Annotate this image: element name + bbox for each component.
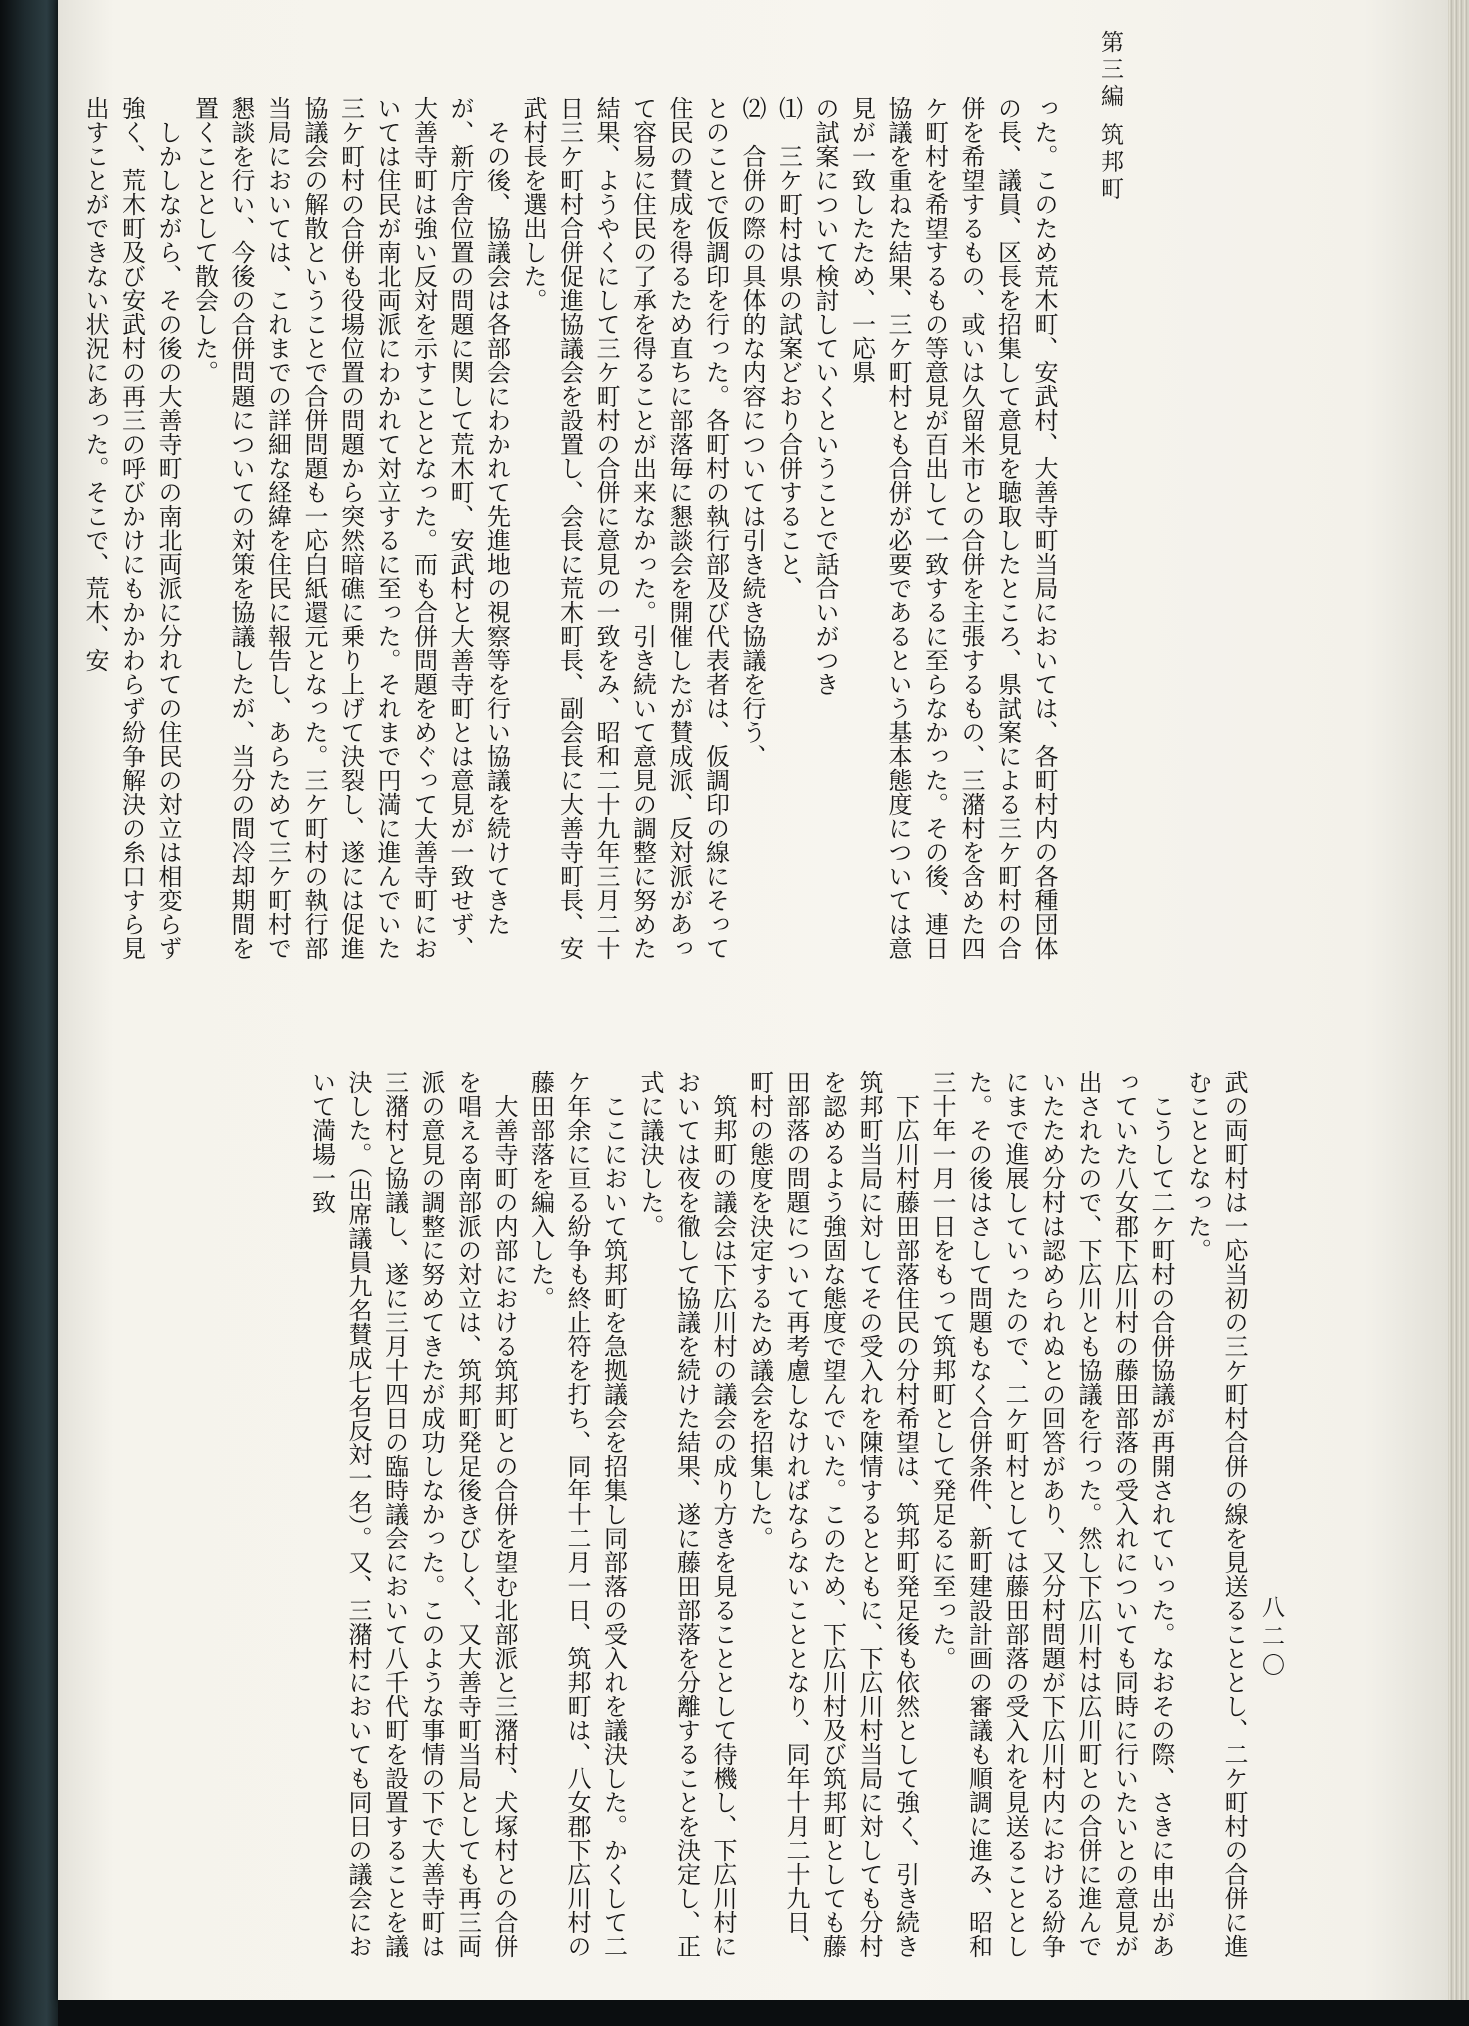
list-item: ⑵ 合併の際の具体的な内容については引き続き協議を行う、 [738, 96, 766, 768]
paragraph: とのことで仮調印を行った。各町村の執行部及び代表者は、仮調印の線にそって住民の賛成を得るため直ちに部落毎に懇談会を開催したが賛成派、反対派があって容易に住民の了承を得ることが出来なかった。引き続いて意見の調整に努めた結果、ようやくにして三ケ町村の合併に意見の一致をみ、昭和二十九年三月二十日三ケ町村合併促進協議会を設置し、会長に荒木町長、副会長に大善寺町長、安武村長を選出した。 [519, 96, 730, 960]
lower-text-block [122, 1070, 1252, 1965]
paragraph: 大善寺町の内部における筑邦町との合併を望む北部派と三潴村、犬塚村との合併を唱える南部派の対立は、筑邦町発足後きびしく、又大善寺町当局としても再三両派の意見の調整に努めてきたが成功しなかった。このような事情の下で大善寺町は三潴村と協議し、遂に三月十四日の臨時議会において八千代町を設置することを議決した。（出席議員九名賛成七名反対一名）。又、三潴村においても同日の議会において満場一致 [307, 1070, 518, 1958]
paragraph: こうして二ケ町村の合併協議が再開されていった。なおその際、さきに申出があっていた八女郡下広川村の藤田部落の受入れについても同時に行いたいとの意見が出されたので、下広川とも協議を行った。然し下広川村は広川町との合併に進んでいたため分村は認められぬとの回答があり、又分村問題が下広川村内における紛争にまで進展していったので、二ケ町村としては藤田部落の受入れを見送ることとした。その後はさして問題もなく合併条件、新町建設計画の審議も順調に進み、昭和三十年一月一日をもって筑邦町として発足るに至った。 [928, 1070, 1175, 1958]
page-number: 八二〇 [1258, 1595, 1284, 1682]
page-edge-stack [1448, 0, 1469, 2026]
paragraph: ここにおいて筑邦町を急拠議会を招集し同部落の受入れを議決した。かくして二ケ年余に亘る紛争も終止符を打ち、同年十二月一日、筑邦町は、八女郡下広川村の藤田部落を編入した。 [526, 1070, 628, 1958]
running-head: 第三編 筑邦町 [1097, 30, 1123, 204]
paragraph: 下広川村藤田部落住民の分村希望は、筑邦町発足後も依然として強く、引き続き筑邦町当局に対してその受入れを陳情するとともに、下広川村当局に対しても分村を認めるよう強固な態度で望んでいた。このため、下広川村及び筑邦町としても藤田部落の問題について再考慮しなければならないこととなり、同年十月二十九日、町村の態度を決定するため議会を招集した。 [745, 1070, 920, 1958]
paragraph: の試案について検討していくということで話合いがつき [811, 96, 839, 696]
paragraph: った。このため荒木町、安武村、大善寺町当局においては、各町村内の各種団体の長、議員、区長を招集して意見を聴取したところ、県試案による三ケ町村の合併を希望するもの、或いは久留米市との合併を主張するもの、三潴村を含めた四ケ町村を希望するもの等意見が百出して一致するに至らなかった。その後、連日協議を重ねた結果、三ケ町村とも合併が必要であるという基本態度については意見が一致したため、一応県 [847, 96, 1058, 960]
paragraph: しかしながら、その後の大善寺町の南北両派に分れての住民の対立は相変らず強く、荒木町及び安武村の再三の呼びかけにもかかわらず紛争解決の糸口すら見出すことができない状況にあった。そこで、荒木、安 [81, 96, 182, 960]
paragraph: その後、協議会は各部会にわかれて先進地の視察等を行い協議を続けてきたが、新庁舎位置の問題に関して荒木町、安武村と大善寺町とは意見が一致せず、大善寺町は強い反対を示すこととなった。而も合併問題をめぐって大善寺町においては住民が南北両派にわかれて対立するに至った。それまで円満に進んでいた三ケ町村の合併も役場位置の問題から突然暗礁に乗り上げて決裂し、遂には促進協議会の解散ということで合併問題も一応白紙還元となった。三ケ町村の執行部当局においては、これまでの詳細な経緯を住民に報告し、あらためて三ケ町村で懇談を行い、今後の合併問題についての対策を協議したが、当分の間冷却期間を置くこととして散会した。 [190, 96, 511, 960]
paragraph: 武の両町村は一応当初の三ケ町村合併の線を見送ることとし、二ケ町村の合併に進むこととなった。 [1183, 1070, 1248, 1958]
scan-bottom-border [58, 2000, 1469, 2026]
book-binding [0, 0, 62, 2026]
upper-text-block [81, 96, 1062, 971]
paragraph: 筑邦町の議会は下広川村の議会の成り方きを見ることとして待機し、下広川村においては夜を徹して協議を続けた結果、遂に藤田部落を分離することを決定し、正式に議決した。 [636, 1070, 737, 1958]
list-item: ⑴ 三ケ町村は県の試案どおり合併すること、 [774, 96, 803, 600]
